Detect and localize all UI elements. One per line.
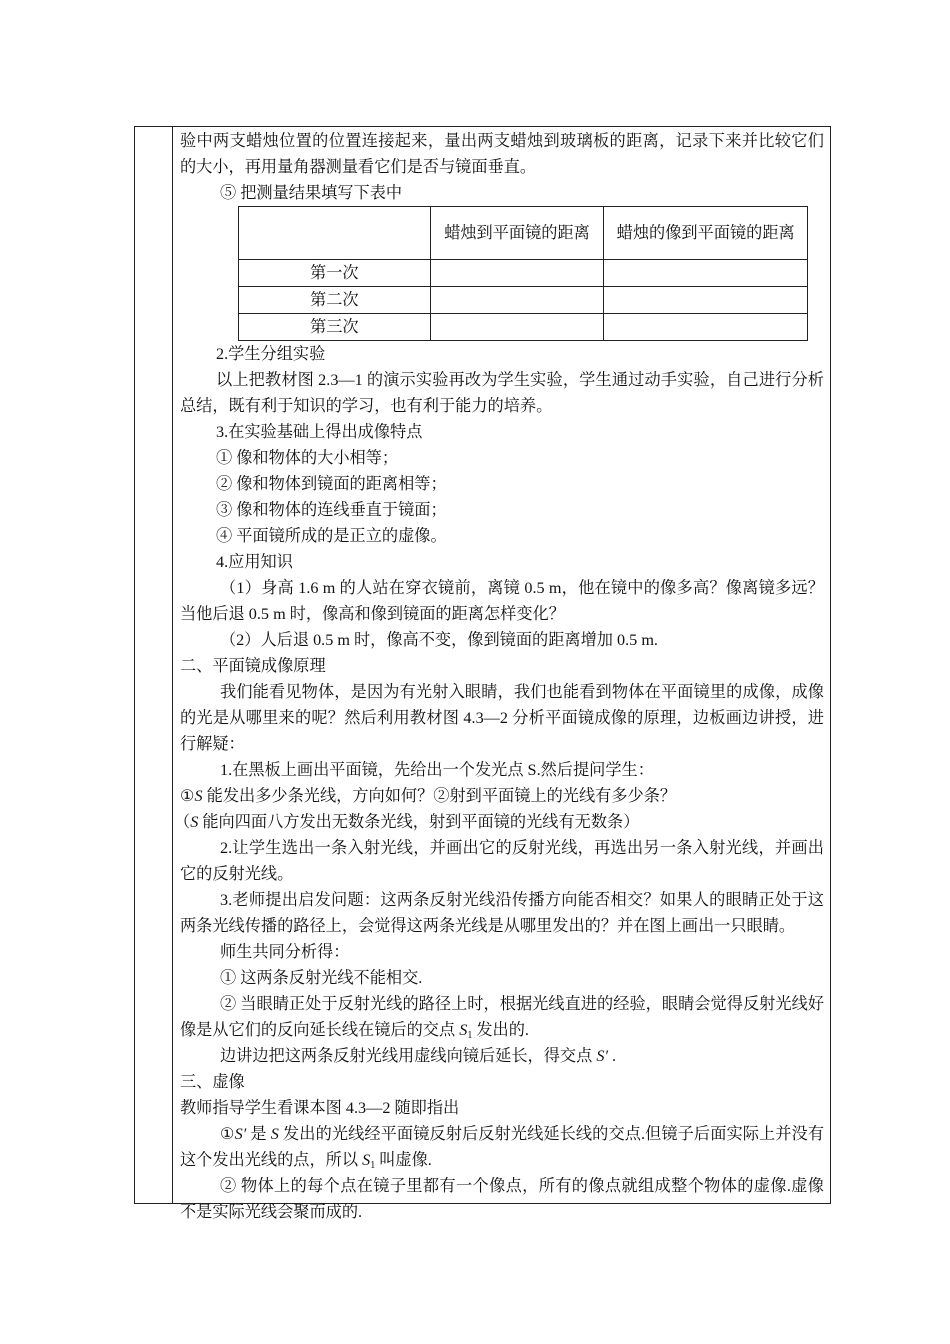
measurement-table <box>238 206 808 341</box>
principle-answer: （S 能向四面八方发出无数条光线，射到平面镜的光线有无数条） <box>174 813 640 831</box>
part-3-heading: 三、虚像 <box>180 1073 245 1091</box>
row-label: 第二次 <box>239 287 431 314</box>
feature-3: ③ 像和物体的连线垂直于镜面； <box>216 501 447 519</box>
row-label: 第三次 <box>239 314 431 341</box>
cell-image-distance <box>604 287 808 314</box>
principle-step-3: 3.老师提出启发问题：这两条反射光线沿传播方向能否相交？如果人的眼睛正处于这两条光线传播的路径上，会觉得这两条光线是从哪里发出的？并在图上画出一只眼睛。 <box>180 891 824 935</box>
table-header-row <box>239 207 808 260</box>
principle-step-1: 1.在黑板上画出平面镜，先给出一个发光点 S.然后提问学生： <box>220 761 654 779</box>
principle-questions: ①S 能发出多少条光线，方向如何？②射到平面镜上的光线有多少条？ <box>180 787 677 805</box>
lesson-content <box>174 128 825 1225</box>
table-row <box>239 260 808 287</box>
cell-candle-distance <box>430 314 604 341</box>
feature-2: ② 像和物体到镜面的距离相等； <box>216 475 447 493</box>
virtual-image-point-1: ①S′ 是 S 发出的光线经平面镜反射后反射光线延长线的交点.但镜子后面实际上并没有这个发出光线的点，所以 $S_1$ 叫虚像. <box>180 1125 825 1171</box>
para-experiment-continued: 验中两支蜡烛位置的位置连接起来，量出两支蜡烛到玻璃板的距离，记录下来并比较它们的大小，再用量角器测量看它们是否与镜面垂直。 <box>180 132 824 176</box>
joint-analysis-heading: 师生共同分析得： <box>220 943 350 961</box>
step-5-heading: ⑤ 把测量结果填写下表中 <box>220 184 403 202</box>
cell-candle-distance <box>430 260 604 287</box>
left-column-divider <box>172 126 173 1204</box>
cell-candle-distance <box>430 287 604 314</box>
principle-step-2: 2.让学生选出一条入射光线，并画出它的反射光线，再选出另一条入射光线，并画出它的反射光线。 <box>180 839 824 883</box>
table-header-image-distance: 蜡烛的像到平面镜的距离 <box>604 207 808 260</box>
principle-intro: 我们能看见物体，是因为有光射入眼睛，我们也能看到物体在平面镜里的成像，成像的光是从哪里来的呢？然后利用教材图 4.3—2 分析平面镜成像的原理，边板画边讲授，进行解疑： <box>180 683 824 753</box>
answer-2: （2）人后退 0.5 m 时，像高不变，像到镜面的距离增加 0.5 m. <box>220 631 658 649</box>
part-2-heading: 二、平面镜成像原理 <box>180 657 326 675</box>
table-row <box>239 287 808 314</box>
analysis-point-1: ① 这两条反射光线不能相交. <box>220 969 423 987</box>
analysis-point-2: ② 当眼睛正处于反射光线的路径上时，根据光线直进的经验，眼睛会觉得反射光线好像是从它们的反向延长线在镜后的交点 $S_1$ 发出的. <box>180 995 824 1041</box>
section-4-heading: 4.应用知识 <box>216 553 293 571</box>
feature-4: ④ 平面镜所成的是正立的虚像。 <box>216 527 447 545</box>
table-row <box>239 314 808 341</box>
feature-1: ① 像和物体的大小相等； <box>216 449 399 467</box>
section-2-text: 以上把教材图 2.3—1 的演示实验再改为学生实验，学生通过动手实验，自己进行分析总结，既有利于知识的学习，也有利于能力的培养。 <box>180 371 824 415</box>
cell-image-distance <box>604 260 808 287</box>
virtual-image-intro: 教师指导学生看课本图 4.3—2 随即指出 <box>180 1099 460 1117</box>
section-3-heading: 3.在实验基础上得出成像特点 <box>216 423 423 441</box>
table-header-empty <box>239 207 431 260</box>
row-label: 第一次 <box>239 260 431 287</box>
extension-note: 边讲边把这两条反射光线用虚线向镜后延长，得交点 S′ . <box>220 1047 617 1065</box>
virtual-image-point-2: ② 物体上的每个点在镜子里都有一个像点，所有的像点就组成整个物体的虚像.虚像不是实际光线会聚而成的. <box>180 1177 824 1221</box>
section-2-heading: 2.学生分组实验 <box>216 345 326 363</box>
question-1: （1）身高 1.6 m 的人站在穿衣镜前，离镜 0.5 m，他在镜中的像多高？像离镜多远？当他后退 0.5 m 时，像高和像到镜面的距离怎样变化？ <box>180 579 824 623</box>
table-header-candle-distance: 蜡烛到平面镜的距离 <box>430 207 604 260</box>
cell-image-distance <box>604 314 808 341</box>
